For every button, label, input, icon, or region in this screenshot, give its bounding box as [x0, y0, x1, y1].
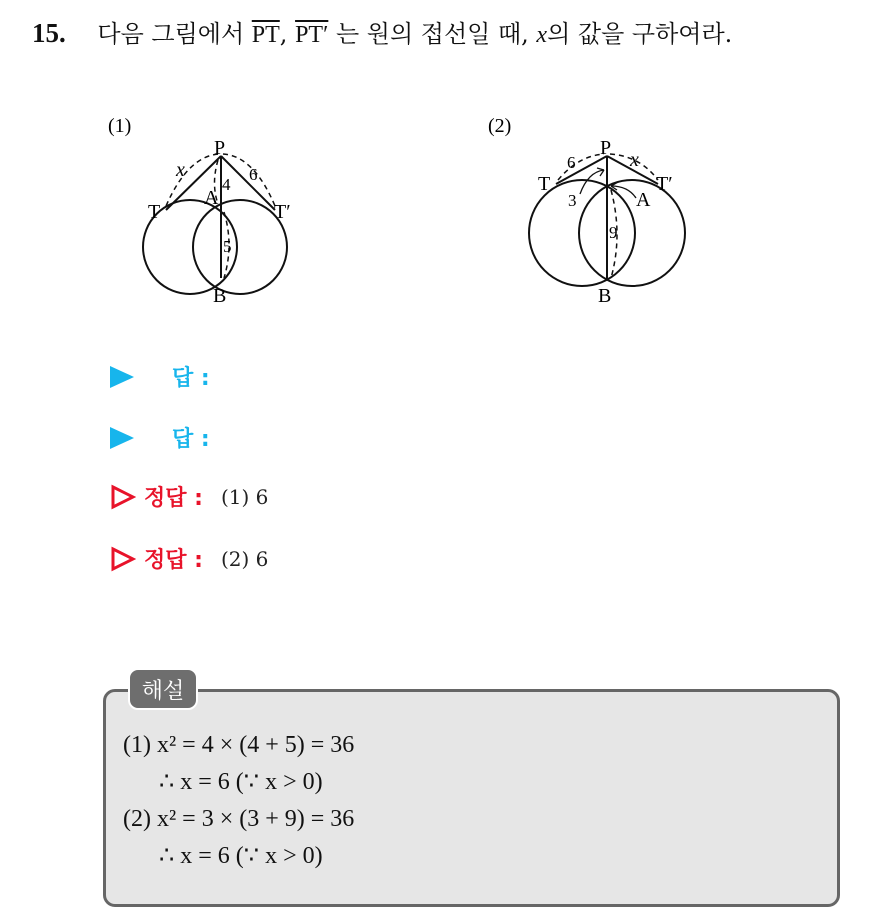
- point-t-prime: T′: [274, 201, 291, 223]
- figure-1: [100, 110, 320, 310]
- answer-label: 답 :: [172, 366, 210, 391]
- solution-line-1: (1) x² = 4 × (4 + 5) = 36: [123, 732, 355, 758]
- value-x: x: [630, 149, 639, 171]
- variable-x: x: [536, 22, 548, 48]
- arc-6: [558, 154, 604, 180]
- point-b: B: [598, 285, 612, 307]
- answer-row-1[interactable]: [110, 361, 210, 392]
- point-t: T: [148, 201, 161, 223]
- problem-statement: [32, 14, 732, 49]
- circle-right: [579, 180, 685, 286]
- solution-tag: 해설: [128, 668, 198, 710]
- figure-1-label: (1): [108, 115, 132, 137]
- play-arrow-icon: [110, 366, 134, 388]
- value-6: 6: [567, 153, 576, 172]
- answer-label: 답 :: [172, 427, 210, 452]
- comma: ,: [279, 20, 288, 48]
- correct-answer-row-1: [110, 481, 268, 512]
- point-p: P: [214, 137, 226, 159]
- solution-content: [123, 727, 354, 875]
- figure-2: [480, 110, 700, 310]
- point-a: A: [636, 189, 651, 211]
- value-6: 6: [249, 165, 258, 184]
- correct-answer-row-2: [110, 543, 268, 574]
- solution-line-3: (2) x² = 3 × (3 + 9) = 36: [123, 806, 355, 832]
- play-arrow-icon: [110, 427, 134, 449]
- correct-answer-value: (2) 6: [220, 546, 269, 571]
- correct-answer-label: 정답 :: [144, 548, 203, 573]
- problem-text-mid: 는 원의 접선일 때,: [335, 20, 529, 48]
- outline-arrow-icon: [110, 484, 136, 510]
- outline-arrow-icon: [110, 546, 136, 572]
- value-3: 3: [568, 191, 577, 210]
- value-4: 4: [222, 175, 231, 194]
- point-b: B: [213, 285, 227, 307]
- value-5: 5: [223, 237, 232, 256]
- point-t: T: [538, 173, 551, 195]
- point-a: A: [204, 187, 219, 209]
- correct-answer-value: (1) 6: [220, 484, 269, 509]
- point-p: P: [600, 137, 612, 159]
- solution-line-4: ∴ x = 6 (∵ x > 0): [159, 843, 323, 869]
- point-t-prime: T′: [656, 173, 673, 195]
- answer-row-2[interactable]: [110, 422, 210, 453]
- problem-number: 15.: [32, 18, 66, 48]
- segment-pt-prime: PT′: [295, 22, 329, 48]
- figure-2-label: (2): [488, 115, 512, 137]
- segment-pt: $\overline{PT}$: [251, 22, 280, 48]
- problem-text-after: 의 값을 구하여라.: [547, 20, 733, 48]
- value-9: 9: [609, 223, 618, 242]
- problem-text-before: 다음 그림에서: [97, 20, 245, 48]
- solution-line-2: ∴ x = 6 (∵ x > 0): [159, 769, 323, 795]
- circle-left: [529, 180, 635, 286]
- value-x: x: [176, 159, 185, 181]
- circle-right: [193, 200, 287, 294]
- correct-answer-label: 정답 :: [144, 486, 203, 511]
